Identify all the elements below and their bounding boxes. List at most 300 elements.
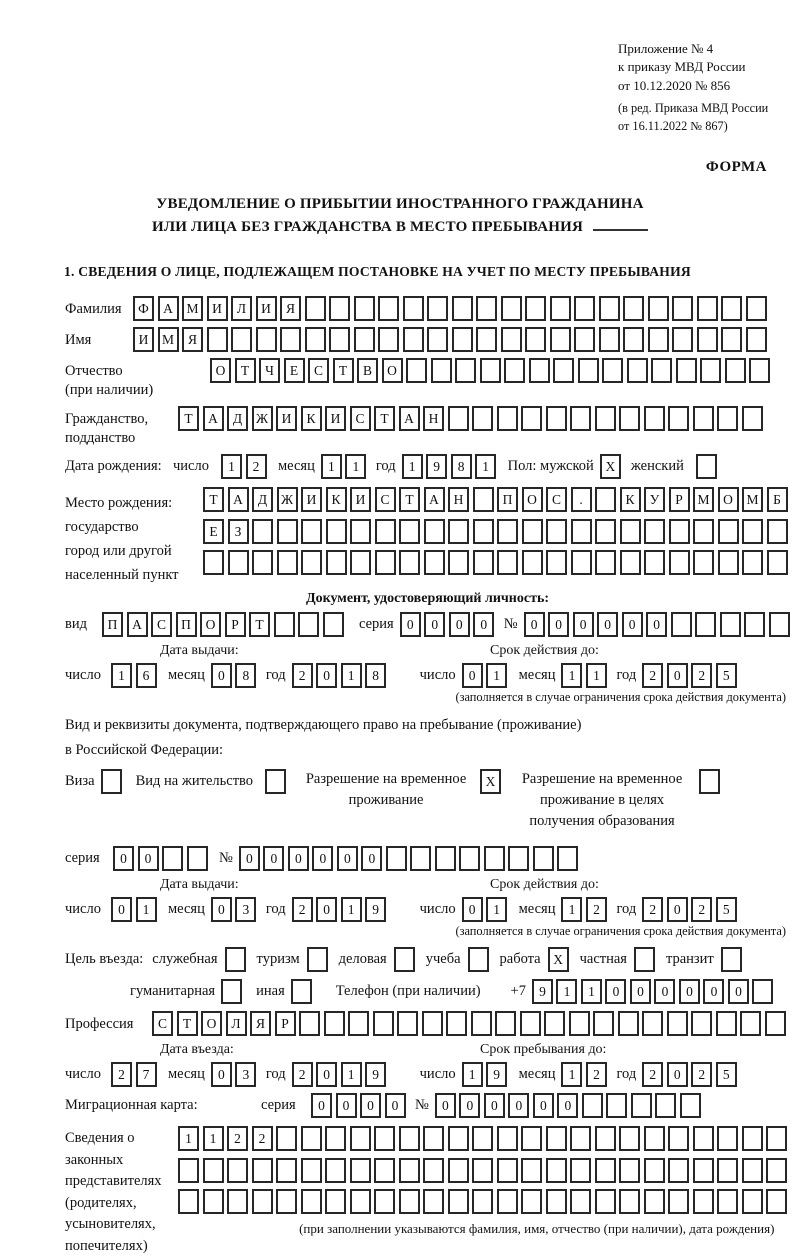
form-cell[interactable]: И — [276, 406, 297, 431]
form-cell[interactable] — [642, 1011, 663, 1036]
form-cell[interactable] — [399, 1126, 420, 1151]
form-cell[interactable] — [546, 550, 567, 575]
form-cell[interactable]: 1 — [402, 454, 423, 479]
form-cell[interactable] — [326, 550, 347, 575]
form-cell[interactable] — [521, 406, 542, 431]
form-cell[interactable] — [595, 1189, 616, 1214]
form-cell[interactable]: Я — [250, 1011, 271, 1036]
form-cell[interactable] — [700, 358, 721, 383]
form-cell[interactable]: 0 — [646, 612, 667, 637]
form-cell[interactable]: 1 — [341, 663, 362, 688]
form-cell[interactable] — [277, 550, 298, 575]
form-cell[interactable]: А — [127, 612, 148, 637]
form-cell[interactable] — [644, 1126, 665, 1151]
form-cell[interactable]: П — [102, 612, 123, 637]
form-cell[interactable] — [546, 519, 567, 544]
form-cell[interactable]: У — [644, 487, 665, 512]
form-cell[interactable] — [571, 519, 592, 544]
form-cell[interactable]: Т — [249, 612, 270, 637]
form-cell[interactable] — [448, 519, 469, 544]
form-cell[interactable]: Ч — [259, 358, 280, 383]
form-cell[interactable] — [374, 1189, 395, 1214]
form-cell[interactable]: С — [350, 406, 371, 431]
form-cell[interactable]: 0 — [336, 1093, 357, 1118]
form-cell[interactable]: 0 — [703, 979, 724, 1004]
form-cell[interactable]: О — [718, 487, 739, 512]
form-cell[interactable] — [693, 519, 714, 544]
form-cell[interactable] — [693, 1126, 714, 1151]
form-cell[interactable] — [525, 327, 546, 352]
form-cell[interactable] — [325, 1158, 346, 1183]
form-cell[interactable]: Я — [280, 296, 301, 321]
form-cell[interactable] — [375, 519, 396, 544]
form-cell[interactable]: 1 — [136, 897, 157, 922]
form-cell[interactable]: 0 — [473, 612, 494, 637]
form-cell[interactable] — [725, 358, 746, 383]
form-cell[interactable]: О — [200, 612, 221, 637]
form-cell[interactable] — [623, 296, 644, 321]
form-cell[interactable]: 0 — [424, 612, 445, 637]
form-cell[interactable]: 1 — [561, 663, 582, 688]
form-cell[interactable] — [480, 358, 501, 383]
form-cell[interactable] — [423, 1158, 444, 1183]
form-cell[interactable] — [716, 1011, 737, 1036]
form-cell[interactable] — [668, 406, 689, 431]
form-cell[interactable]: 2 — [246, 454, 267, 479]
form-cell[interactable] — [697, 296, 718, 321]
form-cell[interactable] — [305, 327, 326, 352]
form-cell[interactable] — [749, 358, 770, 383]
form-cell[interactable] — [546, 406, 567, 431]
form-cell[interactable] — [276, 1158, 297, 1183]
form-cell[interactable] — [668, 1189, 689, 1214]
form-cell[interactable]: 0 — [462, 663, 483, 688]
form-cell[interactable]: 0 — [462, 897, 483, 922]
form-cell[interactable] — [691, 1011, 712, 1036]
form-cell[interactable] — [550, 327, 571, 352]
form-cell[interactable]: 1 — [486, 663, 507, 688]
form-cell[interactable]: О — [201, 1011, 222, 1036]
form-cell[interactable] — [374, 1126, 395, 1151]
form-cell[interactable]: Д — [227, 406, 248, 431]
form-cell[interactable]: 0 — [138, 846, 159, 871]
form-cell[interactable]: 9 — [426, 454, 447, 479]
form-cell[interactable] — [671, 612, 692, 637]
form-cell[interactable]: Е — [203, 519, 224, 544]
humanitarian-checkbox[interactable] — [221, 979, 242, 1004]
form-cell[interactable] — [472, 1189, 493, 1214]
form-cell[interactable]: 8 — [451, 454, 472, 479]
form-cell[interactable]: М — [693, 487, 714, 512]
form-cell[interactable]: И — [133, 327, 154, 352]
form-cell[interactable] — [721, 327, 742, 352]
form-cell[interactable] — [746, 327, 767, 352]
form-cell[interactable] — [717, 406, 738, 431]
form-cell[interactable] — [695, 612, 716, 637]
form-cell[interactable] — [350, 550, 371, 575]
form-cell[interactable] — [301, 1189, 322, 1214]
form-cell[interactable]: Т — [235, 358, 256, 383]
form-cell[interactable] — [553, 358, 574, 383]
form-cell[interactable] — [520, 1011, 541, 1036]
form-cell[interactable]: 1 — [581, 979, 602, 1004]
option-checkbox[interactable] — [468, 947, 489, 972]
form-cell[interactable] — [544, 1011, 565, 1036]
form-cell[interactable] — [448, 1189, 469, 1214]
form-cell[interactable]: 0 — [557, 1093, 578, 1118]
form-cell[interactable]: 2 — [586, 897, 607, 922]
form-cell[interactable] — [672, 296, 693, 321]
form-cell[interactable]: 1 — [475, 454, 496, 479]
form-cell[interactable] — [669, 519, 690, 544]
form-cell[interactable] — [644, 1189, 665, 1214]
form-cell[interactable]: 2 — [691, 897, 712, 922]
form-cell[interactable]: 0 — [312, 846, 333, 871]
form-cell[interactable]: 1 — [556, 979, 577, 1004]
form-cell[interactable] — [178, 1189, 199, 1214]
form-cell[interactable] — [178, 1158, 199, 1183]
form-cell[interactable] — [602, 358, 623, 383]
form-cell[interactable] — [570, 1158, 591, 1183]
form-cell[interactable]: 2 — [642, 897, 663, 922]
form-cell[interactable] — [472, 1126, 493, 1151]
form-cell[interactable] — [207, 327, 228, 352]
form-cell[interactable] — [203, 550, 224, 575]
form-cell[interactable]: 2 — [586, 1062, 607, 1087]
form-cell[interactable] — [277, 519, 298, 544]
form-cell[interactable]: 0 — [459, 1093, 480, 1118]
edu-residence-checkbox[interactable] — [699, 769, 720, 794]
form-cell[interactable] — [595, 487, 616, 512]
form-cell[interactable] — [403, 327, 424, 352]
form-cell[interactable] — [742, 1158, 763, 1183]
form-cell[interactable] — [228, 550, 249, 575]
form-cell[interactable] — [769, 612, 790, 637]
form-cell[interactable]: 0 — [385, 1093, 406, 1118]
form-cell[interactable] — [476, 327, 497, 352]
form-cell[interactable]: И — [256, 296, 277, 321]
form-cell[interactable]: Д — [252, 487, 273, 512]
form-cell[interactable] — [423, 1189, 444, 1214]
form-cell[interactable] — [693, 550, 714, 575]
form-cell[interactable] — [231, 327, 252, 352]
form-cell[interactable] — [648, 296, 669, 321]
form-cell[interactable]: К — [301, 406, 322, 431]
form-cell[interactable]: С — [308, 358, 329, 383]
form-cell[interactable] — [740, 1011, 761, 1036]
form-cell[interactable] — [765, 1011, 786, 1036]
form-cell[interactable] — [644, 1158, 665, 1183]
form-cell[interactable] — [375, 550, 396, 575]
form-cell[interactable]: 2 — [691, 1062, 712, 1087]
form-cell[interactable] — [227, 1189, 248, 1214]
form-cell[interactable] — [448, 1126, 469, 1151]
form-cell[interactable] — [574, 296, 595, 321]
form-cell[interactable]: Т — [374, 406, 395, 431]
form-cell[interactable]: 1 — [345, 454, 366, 479]
form-cell[interactable]: 9 — [365, 1062, 386, 1087]
form-cell[interactable]: . — [571, 487, 592, 512]
form-cell[interactable] — [256, 327, 277, 352]
form-cell[interactable]: В — [357, 358, 378, 383]
form-cell[interactable] — [252, 1158, 273, 1183]
form-cell[interactable]: 2 — [642, 1062, 663, 1087]
form-cell[interactable] — [631, 1093, 652, 1118]
form-cell[interactable] — [448, 1158, 469, 1183]
form-cell[interactable] — [305, 296, 326, 321]
form-cell[interactable] — [508, 846, 529, 871]
form-cell[interactable] — [326, 519, 347, 544]
form-cell[interactable]: 3 — [235, 897, 256, 922]
form-cell[interactable] — [693, 1158, 714, 1183]
form-cell[interactable]: 0 — [667, 1062, 688, 1087]
form-cell[interactable]: С — [152, 1011, 173, 1036]
form-cell[interactable] — [301, 519, 322, 544]
form-cell[interactable]: 0 — [311, 1093, 332, 1118]
form-cell[interactable] — [484, 846, 505, 871]
form-cell[interactable] — [569, 1011, 590, 1036]
form-cell[interactable] — [472, 406, 493, 431]
form-cell[interactable] — [431, 358, 452, 383]
form-cell[interactable] — [619, 406, 640, 431]
form-cell[interactable] — [697, 327, 718, 352]
form-cell[interactable] — [669, 550, 690, 575]
form-cell[interactable]: 1 — [586, 663, 607, 688]
form-cell[interactable] — [252, 519, 273, 544]
form-cell[interactable] — [676, 358, 697, 383]
form-cell[interactable] — [301, 550, 322, 575]
form-cell[interactable]: 0 — [288, 846, 309, 871]
form-cell[interactable] — [718, 519, 739, 544]
form-cell[interactable]: М — [182, 296, 203, 321]
form-cell[interactable]: 0 — [337, 846, 358, 871]
form-cell[interactable] — [744, 612, 765, 637]
form-cell[interactable] — [521, 1126, 542, 1151]
form-cell[interactable]: 2 — [227, 1126, 248, 1151]
form-cell[interactable] — [644, 550, 665, 575]
form-cell[interactable] — [571, 550, 592, 575]
form-cell[interactable] — [497, 406, 518, 431]
form-cell[interactable] — [501, 296, 522, 321]
form-cell[interactable] — [521, 1158, 542, 1183]
form-cell[interactable]: 0 — [728, 979, 749, 1004]
form-cell[interactable] — [446, 1011, 467, 1036]
form-cell[interactable] — [644, 406, 665, 431]
form-cell[interactable]: С — [546, 487, 567, 512]
form-cell[interactable] — [620, 519, 641, 544]
form-cell[interactable]: 0 — [484, 1093, 505, 1118]
form-cell[interactable]: Л — [231, 296, 252, 321]
form-cell[interactable] — [606, 1093, 627, 1118]
form-cell[interactable]: 2 — [252, 1126, 273, 1151]
form-cell[interactable] — [203, 1189, 224, 1214]
form-cell[interactable]: О — [522, 487, 543, 512]
form-cell[interactable] — [595, 519, 616, 544]
form-cell[interactable]: О — [210, 358, 231, 383]
form-cell[interactable]: 1 — [561, 897, 582, 922]
form-cell[interactable] — [452, 327, 473, 352]
form-cell[interactable] — [546, 1126, 567, 1151]
residence-permit-checkbox[interactable] — [265, 769, 286, 794]
sex-male-checkbox[interactable]: X — [600, 454, 621, 479]
form-cell[interactable] — [399, 550, 420, 575]
form-cell[interactable]: 0 — [111, 897, 132, 922]
form-cell[interactable] — [424, 519, 445, 544]
form-cell[interactable]: 0 — [605, 979, 626, 1004]
form-cell[interactable] — [350, 1158, 371, 1183]
form-cell[interactable]: 1 — [341, 897, 362, 922]
form-cell[interactable] — [644, 519, 665, 544]
form-cell[interactable] — [767, 550, 788, 575]
form-cell[interactable] — [162, 846, 183, 871]
form-cell[interactable]: 0 — [654, 979, 675, 1004]
form-cell[interactable]: И — [350, 487, 371, 512]
form-cell[interactable] — [473, 550, 494, 575]
form-cell[interactable] — [599, 327, 620, 352]
form-cell[interactable] — [574, 327, 595, 352]
form-cell[interactable] — [424, 550, 445, 575]
form-cell[interactable]: 2 — [642, 663, 663, 688]
form-cell[interactable] — [742, 550, 763, 575]
form-cell[interactable]: 1 — [178, 1126, 199, 1151]
option-checkbox[interactable] — [307, 947, 328, 972]
form-cell[interactable]: Я — [182, 327, 203, 352]
form-cell[interactable] — [619, 1189, 640, 1214]
form-cell[interactable] — [721, 296, 742, 321]
form-cell[interactable] — [252, 1189, 273, 1214]
form-cell[interactable]: 8 — [365, 663, 386, 688]
form-cell[interactable]: 0 — [211, 1062, 232, 1087]
form-cell[interactable]: И — [325, 406, 346, 431]
form-cell[interactable]: 2 — [691, 663, 712, 688]
form-cell[interactable] — [672, 327, 693, 352]
form-cell[interactable] — [570, 406, 591, 431]
form-cell[interactable]: Т — [178, 406, 199, 431]
form-cell[interactable]: 2 — [292, 1062, 313, 1087]
form-cell[interactable]: 2 — [292, 663, 313, 688]
form-cell[interactable] — [595, 1158, 616, 1183]
option-checkbox[interactable] — [225, 947, 246, 972]
form-cell[interactable] — [497, 1126, 518, 1151]
form-cell[interactable]: Т — [333, 358, 354, 383]
form-cell[interactable] — [448, 406, 469, 431]
form-cell[interactable] — [546, 1158, 567, 1183]
form-cell[interactable] — [187, 846, 208, 871]
form-cell[interactable]: Н — [448, 487, 469, 512]
form-cell[interactable] — [452, 296, 473, 321]
form-cell[interactable]: А — [399, 406, 420, 431]
form-cell[interactable]: Л — [226, 1011, 247, 1036]
form-cell[interactable] — [651, 358, 672, 383]
form-cell[interactable] — [397, 1011, 418, 1036]
form-cell[interactable] — [399, 1189, 420, 1214]
form-cell[interactable] — [448, 550, 469, 575]
form-cell[interactable] — [766, 1126, 787, 1151]
form-cell[interactable]: 2 — [292, 897, 313, 922]
form-cell[interactable]: А — [158, 296, 179, 321]
form-cell[interactable] — [276, 1189, 297, 1214]
form-cell[interactable]: 9 — [365, 897, 386, 922]
form-cell[interactable]: Б — [767, 487, 788, 512]
form-cell[interactable] — [476, 296, 497, 321]
form-cell[interactable] — [325, 1126, 346, 1151]
form-cell[interactable]: 5 — [716, 663, 737, 688]
form-cell[interactable]: 1 — [486, 897, 507, 922]
form-cell[interactable]: А — [203, 406, 224, 431]
form-cell[interactable] — [203, 1158, 224, 1183]
form-cell[interactable]: 0 — [361, 846, 382, 871]
form-cell[interactable]: 1 — [341, 1062, 362, 1087]
form-cell[interactable] — [546, 1189, 567, 1214]
form-cell[interactable] — [648, 327, 669, 352]
form-cell[interactable] — [619, 1158, 640, 1183]
form-cell[interactable] — [354, 327, 375, 352]
other-purpose-checkbox[interactable] — [291, 979, 312, 1004]
form-cell[interactable] — [301, 1126, 322, 1151]
form-cell[interactable]: С — [375, 487, 396, 512]
form-cell[interactable] — [746, 296, 767, 321]
form-cell[interactable]: 2 — [111, 1062, 132, 1087]
form-cell[interactable]: 0 — [533, 1093, 554, 1118]
form-cell[interactable]: 1 — [321, 454, 342, 479]
form-cell[interactable]: 8 — [235, 663, 256, 688]
form-cell[interactable]: Т — [203, 487, 224, 512]
form-cell[interactable] — [329, 327, 350, 352]
form-cell[interactable] — [619, 1126, 640, 1151]
form-cell[interactable] — [557, 846, 578, 871]
form-cell[interactable] — [533, 846, 554, 871]
form-cell[interactable] — [378, 296, 399, 321]
form-cell[interactable] — [720, 612, 741, 637]
form-cell[interactable]: 0 — [316, 663, 337, 688]
form-cell[interactable]: М — [742, 487, 763, 512]
form-cell[interactable] — [471, 1011, 492, 1036]
form-cell[interactable] — [501, 327, 522, 352]
form-cell[interactable] — [742, 1126, 763, 1151]
form-cell[interactable] — [473, 519, 494, 544]
form-cell[interactable] — [578, 358, 599, 383]
form-cell[interactable] — [406, 358, 427, 383]
form-cell[interactable] — [455, 358, 476, 383]
form-cell[interactable] — [655, 1093, 676, 1118]
form-cell[interactable] — [427, 327, 448, 352]
form-cell[interactable] — [410, 846, 431, 871]
form-cell[interactable]: 1 — [561, 1062, 582, 1087]
form-cell[interactable] — [378, 327, 399, 352]
option-checkbox[interactable] — [634, 947, 655, 972]
form-cell[interactable] — [693, 1189, 714, 1214]
form-cell[interactable]: 1 — [203, 1126, 224, 1151]
form-cell[interactable] — [522, 550, 543, 575]
form-cell[interactable]: 0 — [667, 663, 688, 688]
form-cell[interactable]: 0 — [524, 612, 545, 637]
form-cell[interactable] — [668, 1126, 689, 1151]
form-cell[interactable] — [599, 296, 620, 321]
form-cell[interactable]: Р — [275, 1011, 296, 1036]
form-cell[interactable] — [718, 550, 739, 575]
form-cell[interactable] — [427, 296, 448, 321]
form-cell[interactable]: 0 — [597, 612, 618, 637]
form-cell[interactable]: З — [228, 519, 249, 544]
form-cell[interactable]: 7 — [136, 1062, 157, 1087]
form-cell[interactable] — [324, 1011, 345, 1036]
form-cell[interactable]: 9 — [486, 1062, 507, 1087]
form-cell[interactable]: 0 — [211, 663, 232, 688]
form-cell[interactable]: Ж — [252, 406, 273, 431]
form-cell[interactable] — [766, 1189, 787, 1214]
option-checkbox[interactable] — [394, 947, 415, 972]
form-cell[interactable] — [325, 1189, 346, 1214]
